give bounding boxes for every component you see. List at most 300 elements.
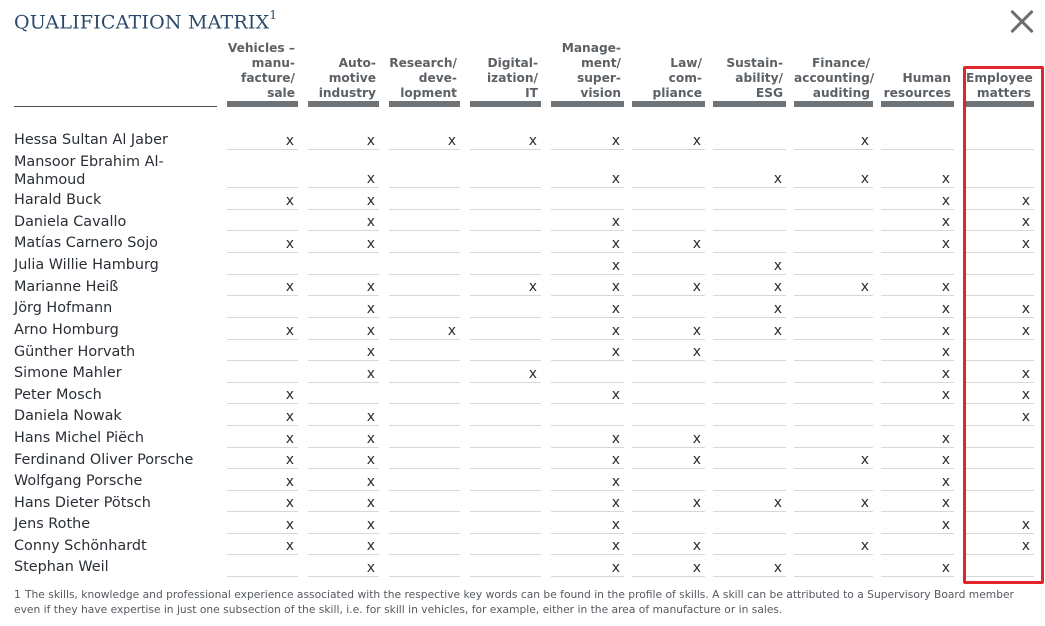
- cell-divider: [308, 403, 379, 404]
- qualification-mark: x: [285, 323, 294, 339]
- cell-divider: [881, 490, 954, 491]
- qualification-mark: x: [773, 495, 782, 511]
- column-header-bar: [966, 101, 1034, 107]
- cell-divider: [389, 403, 460, 404]
- qualification-mark: x: [1021, 214, 1030, 230]
- member-name: Harald Buck: [14, 192, 102, 208]
- qualification-mark: x: [285, 409, 294, 425]
- qualification-mark: x: [366, 323, 375, 339]
- qualification-mark: x: [611, 431, 620, 447]
- cell-divider: [389, 490, 460, 491]
- cell-divider: [966, 403, 1034, 404]
- cell-divider: [551, 490, 624, 491]
- qualification-mark: x: [611, 387, 620, 403]
- cell-divider: [389, 295, 460, 296]
- qualification-mark: x: [692, 452, 701, 468]
- cell-divider: [966, 252, 1034, 253]
- column-header-label: Manage- ment/ super- vision: [561, 41, 621, 100]
- cell-divider: [713, 403, 786, 404]
- qualification-mark: x: [941, 193, 950, 209]
- cell-divider: [713, 149, 786, 150]
- cell-divider: [389, 252, 460, 253]
- cell-divider: [551, 274, 624, 275]
- cell-divider: [794, 468, 873, 469]
- cell-divider: [632, 511, 705, 512]
- qualification-mark: x: [611, 517, 620, 533]
- cell-divider: [389, 447, 460, 448]
- qualification-mark: x: [611, 495, 620, 511]
- qualification-mark: x: [366, 560, 375, 576]
- cell-divider: [713, 317, 786, 318]
- cell-divider: [389, 425, 460, 426]
- cell-divider: [966, 533, 1034, 534]
- column-header-vehicles: [227, 38, 298, 101]
- qualification-mark: x: [773, 279, 782, 295]
- qualification-mark: x: [285, 452, 294, 468]
- cell-divider: [470, 403, 541, 404]
- qualification-mark: x: [941, 323, 950, 339]
- qualification-mark: x: [773, 560, 782, 576]
- qualification-mark: x: [692, 323, 701, 339]
- cell-divider: [881, 230, 954, 231]
- qualification-mark: x: [773, 171, 782, 187]
- cell-divider: [227, 533, 298, 534]
- footnote-text: The skills, knowledge and professional experience associated with the respective key words can be found in the profile of skills. A skill can be attributed to a Supervisory Board member even if they have expertise in just one subsection of the skill, i.e. for skill in vehicles, for example, either in the area of manufacture or in sales.: [14, 588, 1014, 616]
- cell-divider: [632, 447, 705, 448]
- column-header-bar: [389, 101, 460, 107]
- cell-divider: [794, 447, 873, 448]
- member-name: Matías Carnero Sojo: [14, 235, 158, 251]
- cell-divider: [551, 468, 624, 469]
- cell-divider: [227, 295, 298, 296]
- qualification-mark: x: [366, 409, 375, 425]
- qualification-mark: x: [941, 495, 950, 511]
- column-header-label: Research/ deve- lopment: [389, 56, 457, 100]
- qualification-mark: x: [692, 538, 701, 554]
- cell-divider: [794, 511, 873, 512]
- cell-divider: [794, 252, 873, 253]
- cell-divider: [470, 382, 541, 383]
- qualification-mark: x: [941, 214, 950, 230]
- qualification-mark: x: [692, 495, 701, 511]
- cell-divider: [713, 425, 786, 426]
- column-header-digital: [470, 38, 541, 101]
- cell-divider: [227, 252, 298, 253]
- cell-divider: [470, 468, 541, 469]
- cell-divider: [227, 447, 298, 448]
- qualification-mark: x: [611, 279, 620, 295]
- column-header-label: Law/ com- pliance: [652, 56, 702, 100]
- qualification-mark: x: [366, 517, 375, 533]
- member-name: Stephan Weil: [14, 559, 109, 575]
- cell-divider: [966, 382, 1034, 383]
- cell-divider: [551, 187, 624, 188]
- cell-divider: [470, 252, 541, 253]
- cell-divider: [632, 576, 705, 577]
- cell-divider: [308, 230, 379, 231]
- column-header-bar: [470, 101, 541, 107]
- column-header-label: Auto- motive industry: [318, 56, 376, 100]
- cell-divider: [389, 360, 460, 361]
- cell-divider: [632, 533, 705, 534]
- cell-divider: [470, 447, 541, 448]
- cell-divider: [227, 339, 298, 340]
- qualification-mark: x: [366, 236, 375, 252]
- qualification-mark: x: [447, 133, 456, 149]
- cell-divider: [966, 490, 1034, 491]
- cell-divider: [794, 187, 873, 188]
- cell-divider: [551, 339, 624, 340]
- cell-divider: [632, 252, 705, 253]
- cell-divider: [389, 511, 460, 512]
- cell-divider: [794, 149, 873, 150]
- cell-divider: [881, 252, 954, 253]
- cell-divider: [227, 511, 298, 512]
- cell-divider: [966, 554, 1034, 555]
- footnote: [14, 587, 1024, 617]
- cell-divider: [470, 230, 541, 231]
- cell-divider: [308, 209, 379, 210]
- cell-divider: [632, 149, 705, 150]
- cell-divider: [881, 511, 954, 512]
- qualification-mark: x: [941, 474, 950, 490]
- qualification-mark: x: [860, 538, 869, 554]
- member-name: Hans Dieter Pötsch: [14, 495, 151, 511]
- cell-divider: [470, 490, 541, 491]
- cell-divider: [881, 317, 954, 318]
- cell-divider: [794, 533, 873, 534]
- qualification-mark: x: [1021, 409, 1030, 425]
- qualification-mark: x: [366, 279, 375, 295]
- qualification-mark: x: [285, 495, 294, 511]
- member-name: Günther Horvath: [14, 344, 136, 360]
- qualification-mark: x: [692, 560, 701, 576]
- cell-divider: [966, 209, 1034, 210]
- cell-divider: [713, 511, 786, 512]
- cell-divider: [794, 295, 873, 296]
- column-header-bar: [632, 101, 705, 107]
- member-name: Jens Rothe: [14, 516, 91, 532]
- qualification-mark: x: [528, 366, 537, 382]
- qualification-mark: x: [611, 474, 620, 490]
- cell-divider: [389, 554, 460, 555]
- cell-divider: [551, 230, 624, 231]
- member-name: Julia Willie Hamburg: [14, 257, 159, 273]
- footnote-number: 1: [14, 588, 21, 601]
- qualification-mark: x: [285, 474, 294, 490]
- qualification-mark: x: [773, 323, 782, 339]
- member-name: Hessa Sultan Al Jaber: [14, 132, 168, 148]
- cell-divider: [632, 554, 705, 555]
- qualification-mark: x: [366, 431, 375, 447]
- cell-divider: [966, 149, 1034, 150]
- cell-divider: [713, 339, 786, 340]
- column-header-bar: [308, 101, 379, 107]
- qualification-mark: x: [528, 279, 537, 295]
- qualification-mark: x: [366, 214, 375, 230]
- qualification-mark: x: [366, 301, 375, 317]
- member-name: Daniela Nowak: [14, 408, 122, 424]
- cell-divider: [227, 274, 298, 275]
- cell-divider: [794, 274, 873, 275]
- cell-divider: [632, 339, 705, 340]
- member-name: Hans Michel Piëch: [14, 430, 144, 446]
- cell-divider: [881, 447, 954, 448]
- cell-divider: [551, 554, 624, 555]
- qualification-mark: x: [366, 538, 375, 554]
- cell-divider: [470, 274, 541, 275]
- cell-divider: [713, 209, 786, 210]
- cell-divider: [389, 230, 460, 231]
- cell-divider: [308, 317, 379, 318]
- qualification-mark: x: [366, 452, 375, 468]
- column-header-law: [632, 38, 705, 101]
- qualification-mark: x: [860, 133, 869, 149]
- column-header-esg: [713, 38, 786, 101]
- cell-divider: [881, 533, 954, 534]
- cell-divider: [227, 317, 298, 318]
- cell-divider: [389, 149, 460, 150]
- cell-divider: [470, 339, 541, 340]
- cell-divider: [389, 533, 460, 534]
- cell-divider: [227, 382, 298, 383]
- cell-divider: [551, 209, 624, 210]
- qualification-mark: x: [860, 279, 869, 295]
- cell-divider: [227, 230, 298, 231]
- cell-divider: [227, 149, 298, 150]
- column-header-bar: [881, 101, 954, 107]
- column-header-employee: [966, 38, 1034, 101]
- qualification-mark: x: [692, 236, 701, 252]
- cell-divider: [632, 425, 705, 426]
- qualification-mark: x: [692, 279, 701, 295]
- cell-divider: [551, 317, 624, 318]
- cell-divider: [308, 339, 379, 340]
- cell-divider: [470, 360, 541, 361]
- cell-divider: [966, 187, 1034, 188]
- cell-divider: [632, 382, 705, 383]
- cell-divider: [966, 425, 1034, 426]
- cell-divider: [308, 149, 379, 150]
- cell-divider: [551, 149, 624, 150]
- cell-divider: [881, 403, 954, 404]
- name-column-underline: [14, 106, 217, 107]
- qualification-mark: x: [1021, 538, 1030, 554]
- cell-divider: [470, 187, 541, 188]
- cell-divider: [389, 339, 460, 340]
- qualification-mark: x: [860, 452, 869, 468]
- cell-divider: [470, 149, 541, 150]
- cell-divider: [470, 533, 541, 534]
- column-header-label: Employee matters: [966, 71, 1033, 100]
- member-name: Arno Homburg: [14, 322, 119, 338]
- column-header-label: Digital- ization/ IT: [487, 56, 538, 100]
- member-name: Conny Schönhardt: [14, 538, 147, 554]
- cell-divider: [713, 295, 786, 296]
- qualification-mark: x: [366, 193, 375, 209]
- cell-divider: [794, 360, 873, 361]
- cell-divider: [551, 533, 624, 534]
- cell-divider: [308, 533, 379, 534]
- cell-divider: [227, 209, 298, 210]
- member-name: Marianne Heiß: [14, 279, 119, 295]
- cell-divider: [966, 576, 1034, 577]
- cell-divider: [632, 187, 705, 188]
- cell-divider: [881, 382, 954, 383]
- cell-divider: [227, 187, 298, 188]
- member-name: Daniela Cavallo: [14, 214, 127, 230]
- cell-divider: [713, 382, 786, 383]
- qualification-mark: x: [941, 344, 950, 360]
- qualification-mark: x: [941, 301, 950, 317]
- member-name: Simone Mahler: [14, 365, 122, 381]
- cell-divider: [881, 468, 954, 469]
- qualification-mark: x: [611, 344, 620, 360]
- cell-divider: [227, 403, 298, 404]
- qualification-mark: x: [611, 323, 620, 339]
- qualification-mark: x: [366, 344, 375, 360]
- column-header-auto: [308, 38, 379, 101]
- qualification-mark: x: [611, 560, 620, 576]
- qualification-mark: x: [941, 387, 950, 403]
- column-header-label: Vehicles – manu- facture/ sale: [227, 41, 295, 100]
- cell-divider: [881, 425, 954, 426]
- member-name: Ferdinand Oliver Porsche: [14, 452, 194, 468]
- cell-divider: [470, 576, 541, 577]
- qualification-mark: x: [611, 214, 620, 230]
- cell-divider: [389, 317, 460, 318]
- cell-divider: [966, 339, 1034, 340]
- cell-divider: [966, 468, 1034, 469]
- cell-divider: [794, 554, 873, 555]
- qualification-mark: x: [285, 387, 294, 403]
- cell-divider: [389, 576, 460, 577]
- cell-divider: [308, 490, 379, 491]
- qualification-mark: x: [692, 133, 701, 149]
- qualification-mark: x: [941, 431, 950, 447]
- cell-divider: [794, 576, 873, 577]
- cell-divider: [308, 274, 379, 275]
- column-header-label: Human resources: [883, 71, 951, 100]
- column-header-bar: [227, 101, 298, 107]
- qualification-mark: x: [611, 538, 620, 554]
- cell-divider: [551, 447, 624, 448]
- cell-divider: [308, 382, 379, 383]
- cell-divider: [966, 274, 1034, 275]
- cell-divider: [551, 403, 624, 404]
- qualification-mark: x: [773, 301, 782, 317]
- qualification-mark: x: [285, 431, 294, 447]
- qualification-mark: x: [285, 236, 294, 252]
- qualification-mark: x: [447, 323, 456, 339]
- qualification-mark: x: [773, 258, 782, 274]
- cell-divider: [551, 295, 624, 296]
- member-name: Peter Mosch: [14, 387, 102, 403]
- qualification-mark: x: [528, 133, 537, 149]
- cell-divider: [966, 511, 1034, 512]
- cell-divider: [794, 339, 873, 340]
- cell-divider: [881, 187, 954, 188]
- cell-divider: [308, 187, 379, 188]
- cell-divider: [470, 511, 541, 512]
- cell-divider: [713, 252, 786, 253]
- qualification-mark: x: [285, 133, 294, 149]
- cell-divider: [713, 533, 786, 534]
- cell-divider: [966, 360, 1034, 361]
- column-header-research: [389, 38, 460, 101]
- cell-divider: [551, 252, 624, 253]
- cell-divider: [632, 230, 705, 231]
- cell-divider: [966, 230, 1034, 231]
- cell-divider: [966, 317, 1034, 318]
- column-header-label: Sustain- ability/ ESG: [726, 56, 783, 100]
- qualification-mark: x: [941, 171, 950, 187]
- qualification-mark: x: [1021, 387, 1030, 403]
- cell-divider: [389, 382, 460, 383]
- qualification-mark: x: [285, 279, 294, 295]
- close-icon[interactable]: [1006, 6, 1038, 38]
- qualification-mark: x: [860, 495, 869, 511]
- qualification-mark: x: [285, 538, 294, 554]
- qualification-mark: x: [941, 560, 950, 576]
- qualification-mark: x: [1021, 517, 1030, 533]
- qualification-mark: x: [611, 171, 620, 187]
- qualification-mark: x: [366, 474, 375, 490]
- qualification-mark: x: [285, 517, 294, 533]
- cell-divider: [227, 490, 298, 491]
- cell-divider: [632, 403, 705, 404]
- qualification-mark: x: [692, 431, 701, 447]
- title-footnote-mark: 1: [269, 8, 278, 22]
- cell-divider: [881, 149, 954, 150]
- cell-divider: [227, 425, 298, 426]
- cell-divider: [470, 209, 541, 210]
- cell-divider: [227, 576, 298, 577]
- column-header-bar: [551, 101, 624, 107]
- page-title: [14, 10, 277, 33]
- cell-divider: [308, 425, 379, 426]
- qualification-mark: x: [366, 133, 375, 149]
- cell-divider: [227, 554, 298, 555]
- cell-divider: [389, 274, 460, 275]
- qualification-mark: x: [941, 517, 950, 533]
- column-header-management: [551, 38, 624, 101]
- member-name: Mansoor Ebrahim Al-Mahmoud: [14, 154, 164, 188]
- cell-divider: [551, 511, 624, 512]
- cell-divider: [713, 554, 786, 555]
- cell-divider: [881, 209, 954, 210]
- cell-divider: [794, 230, 873, 231]
- cell-divider: [470, 317, 541, 318]
- cell-divider: [308, 295, 379, 296]
- qualification-mark: x: [611, 301, 620, 317]
- cell-divider: [308, 511, 379, 512]
- column-header-finance: [794, 38, 873, 101]
- cell-divider: [308, 252, 379, 253]
- cell-divider: [794, 490, 873, 491]
- cell-divider: [881, 360, 954, 361]
- member-name: Jörg Hofmann: [14, 300, 113, 316]
- cell-divider: [713, 274, 786, 275]
- qualification-mark: x: [860, 171, 869, 187]
- cell-divider: [713, 187, 786, 188]
- qualification-mark: x: [366, 495, 375, 511]
- cell-divider: [632, 360, 705, 361]
- cell-divider: [632, 490, 705, 491]
- qualification-mark: x: [941, 279, 950, 295]
- cell-divider: [713, 447, 786, 448]
- cell-divider: [632, 209, 705, 210]
